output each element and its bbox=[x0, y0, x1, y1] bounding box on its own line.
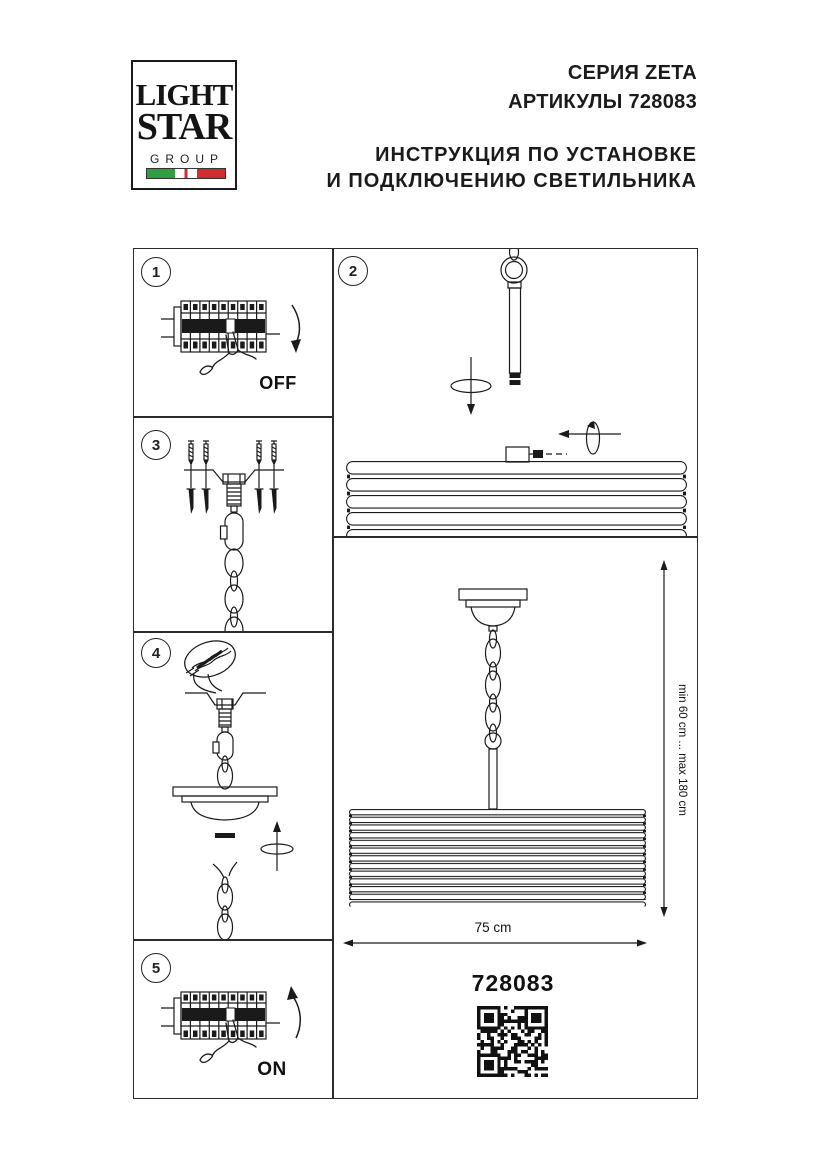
turn-on-arrow bbox=[287, 986, 300, 1038]
step4-badge bbox=[141, 638, 171, 668]
italian-flag-bar bbox=[146, 168, 226, 179]
grub-screw bbox=[533, 450, 543, 458]
step3-badge bbox=[141, 430, 171, 460]
step4-number: 4 bbox=[151, 644, 161, 662]
step2-number: 2 bbox=[348, 262, 358, 280]
logo-word-light: LIGHT bbox=[135, 77, 233, 112]
step5-number: 5 bbox=[151, 959, 161, 977]
instruction-title-line2: И ПОДКЛЮЧЕНИЮ СВЕТИЛЬНИКА bbox=[326, 169, 697, 192]
article-number: 728083 bbox=[471, 970, 555, 996]
canopy-dome bbox=[471, 607, 515, 626]
instruction-title-line1: ИНСТРУКЦИЯ ПО УСТАНОВКЕ bbox=[375, 144, 697, 166]
rotate-up-arrow bbox=[273, 821, 281, 832]
series-title: СЕРИЯ ZETA bbox=[567, 62, 697, 84]
step4-panel bbox=[133, 632, 333, 940]
step2-panel bbox=[333, 248, 698, 537]
rod-socket bbox=[506, 447, 529, 462]
chain bbox=[225, 549, 243, 631]
qr-code bbox=[477, 1006, 548, 1077]
mounting-bracket bbox=[184, 470, 284, 482]
step1-number: 1 bbox=[151, 263, 161, 281]
header-series-block bbox=[508, 59, 697, 117]
lightstar-logo bbox=[131, 60, 237, 190]
canopy-plate bbox=[173, 787, 277, 796]
breaker-toggles bbox=[182, 995, 265, 1038]
step2-badge bbox=[338, 256, 368, 286]
chain bbox=[486, 630, 501, 742]
canopy-dome bbox=[191, 802, 259, 820]
canopy-assembly-illustration bbox=[134, 633, 332, 939]
screw-bar bbox=[215, 833, 235, 838]
quick-link bbox=[225, 513, 243, 550]
width-label: 75 cm bbox=[474, 920, 512, 935]
step1-badge bbox=[141, 257, 171, 287]
step5-badge bbox=[141, 953, 171, 983]
on-label: ON bbox=[257, 1059, 287, 1080]
canopy-plate bbox=[459, 589, 527, 600]
slatted-shade bbox=[346, 461, 687, 536]
rod bbox=[489, 749, 497, 809]
logo-word-star: STAR bbox=[136, 106, 232, 148]
breaker-toggles bbox=[182, 304, 265, 349]
turn-off-arrow bbox=[291, 305, 301, 353]
rod-shade-illustration bbox=[334, 249, 697, 536]
height-range-label: min 60 cm ... max 180 cm bbox=[676, 684, 688, 816]
step3-number: 3 bbox=[151, 436, 161, 454]
chain-lower bbox=[218, 877, 233, 939]
logo-word-group: GROUP bbox=[149, 152, 224, 166]
suspension-rod bbox=[510, 288, 521, 373]
off-label: OFF bbox=[259, 373, 297, 393]
header-instruction-block bbox=[326, 143, 697, 194]
article-title: АРТИКУЛЫ 728083 bbox=[508, 91, 697, 113]
slatted-shade bbox=[349, 809, 646, 907]
ball-joint bbox=[485, 733, 501, 749]
